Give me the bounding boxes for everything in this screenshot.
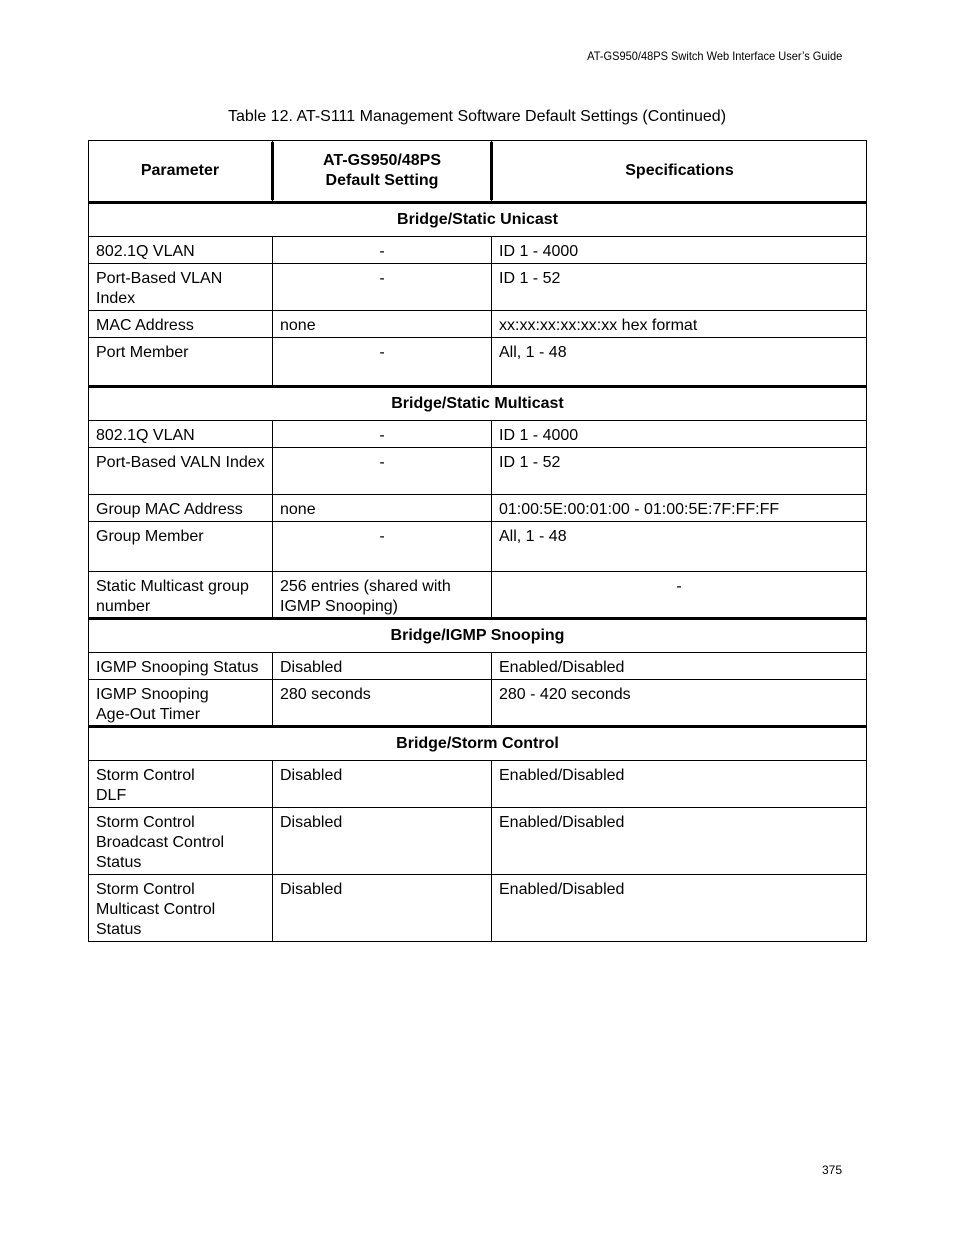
- parameter-cell: Port-Based VALN Index: [89, 448, 273, 495]
- table-row: [89, 572, 867, 619]
- specification-cell: Enabled/Disabled: [492, 808, 867, 875]
- table-row: [89, 237, 867, 264]
- default-setting-cell: 256 entries (shared with IGMP Snooping): [273, 572, 492, 619]
- table-header-row: [89, 141, 867, 203]
- specification-cell: ID 1 - 4000: [492, 237, 867, 264]
- page-number: 375: [821, 1163, 842, 1177]
- table-row: [89, 495, 867, 522]
- table-row: [89, 761, 867, 808]
- parameter-cell: Storm Control Broadcast Control Status: [89, 808, 273, 875]
- table-row: [89, 522, 867, 572]
- table-row: [89, 264, 867, 311]
- specification-cell: Enabled/Disabled: [492, 761, 867, 808]
- section-header-row: [89, 203, 867, 237]
- default-setting-cell: none: [273, 495, 492, 522]
- default-setting-cell: -: [273, 237, 492, 264]
- specification-cell: Enabled/Disabled: [492, 653, 867, 680]
- default-settings-table: [88, 140, 867, 942]
- parameter-cell: 802.1Q VLAN: [89, 237, 273, 264]
- table-row: [89, 653, 867, 680]
- parameter-cell: Storm Control DLF: [89, 761, 273, 808]
- parameter-cell: IGMP Snooping Age-Out Timer: [89, 680, 273, 727]
- table-caption: Table 12. AT-S111 Management Software Default Settings (Continued): [227, 108, 727, 125]
- section-title: Bridge/IGMP Snooping: [89, 619, 867, 653]
- section-header-row: [89, 727, 867, 761]
- default-setting-cell: -: [273, 264, 492, 311]
- default-setting-cell: 280 seconds: [273, 680, 492, 727]
- specification-cell: -: [492, 572, 867, 619]
- default-setting-cell: Disabled: [273, 875, 492, 942]
- default-setting-cell: Disabled: [273, 761, 492, 808]
- section-title: Bridge/Storm Control: [89, 727, 867, 761]
- section-title: Bridge/Static Unicast: [89, 203, 867, 237]
- table-row: [89, 338, 867, 387]
- column-header-specifications: Specifications: [492, 141, 867, 203]
- parameter-cell: Group MAC Address: [89, 495, 273, 522]
- default-setting-cell: none: [273, 311, 492, 338]
- default-setting-cell: Disabled: [273, 808, 492, 875]
- section-title: Bridge/Static Multicast: [89, 387, 867, 421]
- table-row: [89, 808, 867, 875]
- specification-cell: ID 1 - 52: [492, 264, 867, 311]
- specification-cell: Enabled/Disabled: [492, 875, 867, 942]
- table-row: [89, 680, 867, 727]
- parameter-cell: 802.1Q VLAN: [89, 421, 273, 448]
- table-body: [89, 203, 867, 942]
- column-header-parameter: Parameter: [89, 141, 273, 203]
- parameter-cell: Group Member: [89, 522, 273, 572]
- parameter-cell: Storm Control Multicast Control Status: [89, 875, 273, 942]
- specification-cell: All, 1 - 48: [492, 522, 867, 572]
- parameter-cell: MAC Address: [89, 311, 273, 338]
- default-setting-cell: -: [273, 338, 492, 387]
- parameter-cell: Port Member: [89, 338, 273, 387]
- column-header-default-setting: AT-GS950/48PS Default Setting: [273, 141, 492, 203]
- default-setting-cell: -: [273, 448, 492, 495]
- specification-cell: All, 1 - 48: [492, 338, 867, 387]
- table-row: [89, 311, 867, 338]
- default-setting-cell: -: [273, 421, 492, 448]
- default-setting-cell: -: [273, 522, 492, 572]
- specification-cell: 280 - 420 seconds: [492, 680, 867, 727]
- default-setting-cell: Disabled: [273, 653, 492, 680]
- table-row: [89, 421, 867, 448]
- specification-cell: ID 1 - 52: [492, 448, 867, 495]
- section-header-row: [89, 619, 867, 653]
- specification-cell: 01:00:5E:00:01:00 - 01:00:5E:7F:FF:FF: [492, 495, 867, 522]
- parameter-cell: Static Multicast group number: [89, 572, 273, 619]
- section-header-row: [89, 387, 867, 421]
- specification-cell: xx:xx:xx:xx:xx:xx hex format: [492, 311, 867, 338]
- specification-cell: ID 1 - 4000: [492, 421, 867, 448]
- parameter-cell: IGMP Snooping Status: [89, 653, 273, 680]
- running-header: AT-GS950/48PS Switch Web Interface User’s Guide: [586, 49, 842, 63]
- table-row: [89, 875, 867, 942]
- table-row: [89, 448, 867, 495]
- parameter-cell: Port-Based VLAN Index: [89, 264, 273, 311]
